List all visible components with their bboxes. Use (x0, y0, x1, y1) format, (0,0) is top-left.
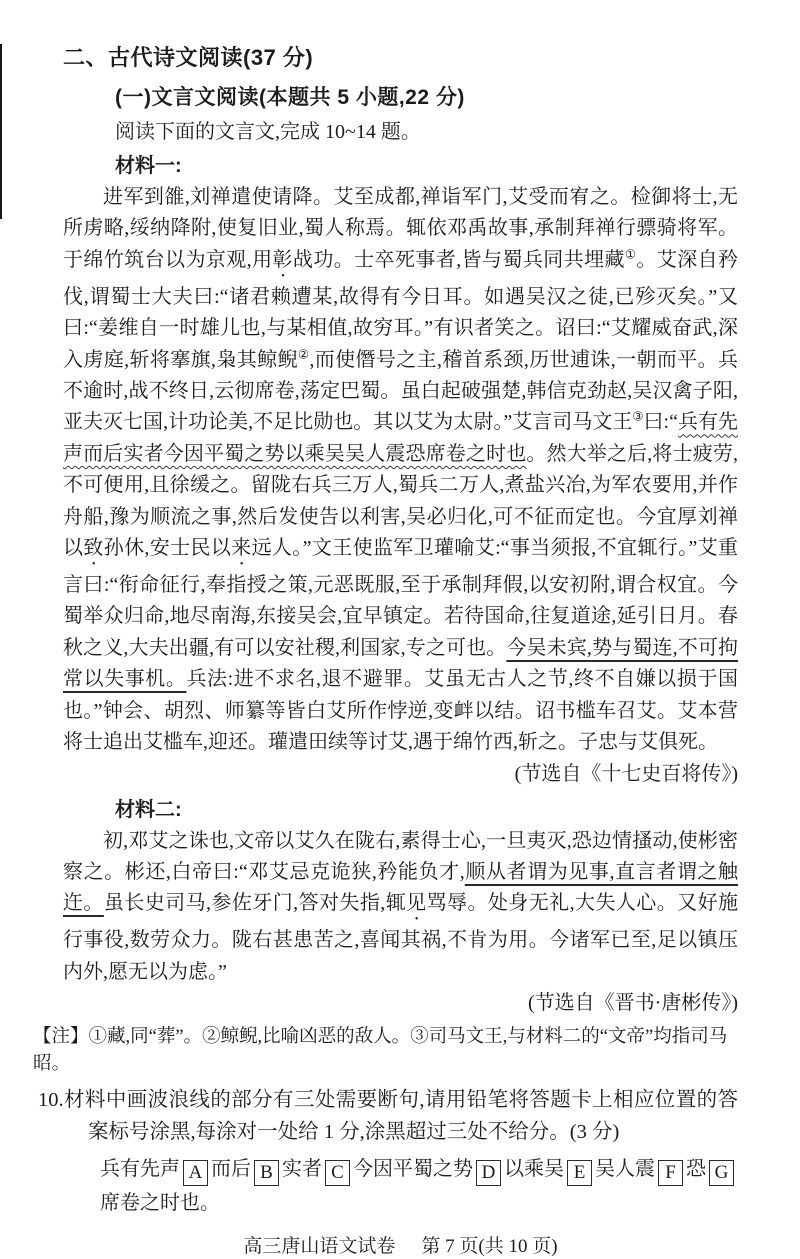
segment-plain: 初,邓艾之诛也,文帝以艾久在陇右,素得士心,一旦夷灭,恐边情搔动,使彬密察之。彬还,白帝曰:“邓艾忌克诡狭,矜能负才, (63, 829, 738, 883)
exam-paper-page (0, 44, 800, 1258)
segment-plain: 虽长史司马,参佐牙门,答对失指,辄 (103, 892, 407, 915)
segment-plain: 以乘吴 (504, 1158, 564, 1181)
wavy-underlined-passage: 兵有先声而后实者今因平蜀之势以乘吴吴人震恐席卷之时也 (63, 411, 738, 465)
answer-box-b: B (254, 1160, 279, 1186)
footnote-ref-2: ② (297, 346, 310, 361)
answer-box-c: C (325, 1160, 350, 1186)
answer-box-f: F (658, 1160, 683, 1186)
question-10-text: 10.材料中画波浪线的部分有三处需要断句,请用铅笔将答题卡上相应位置的答案标号涂黑,每涂对一处给 1 分,涂黑超过三处不给分。(3 分) (38, 1089, 738, 1143)
segment-plain: 战功。士卒死事者,皆与蜀兵同共埋藏 (292, 248, 625, 271)
reading-instruction: 阅读下面的文言文,完成 10~14 题。 (115, 121, 421, 143)
material-1-label: 材料一: (115, 155, 182, 177)
footnote-ref-3: ③ (632, 409, 644, 424)
answer-box-e: E (567, 1160, 592, 1186)
answer-box-a: A (183, 1160, 208, 1186)
material-2-attribution: (节选自《晋书·唐彬传》) (528, 992, 738, 1015)
material-2-label: 材料二: (115, 798, 182, 821)
material-2-text (63, 826, 738, 989)
footer-exam-title: 高三唐山语文试卷 (243, 1236, 396, 1258)
material-1-text (63, 182, 738, 759)
segment-plain: 兵有先声 (100, 1158, 180, 1181)
emphasized-char-jian: 见 (406, 892, 427, 915)
section-title: 二、古代诗文阅读(37 分) (63, 45, 314, 70)
segment-plain: 孙休,安士民以 (103, 537, 232, 560)
segment-plain: 远人。”文王使监军卫瓘喻艾:“事当须报,不宜辄行。”艾重言曰:“衔命征行,奉指授之策,元恶既服,至于承制拜假,以安初附,谓合权宜。今蜀举众归命,地尽南海,东接吴会,宜早镇定。若待国命,往复道途,延引日月。春秋之义,大夫出疆,有可以安社稷,利国家,专之可也。 (63, 537, 739, 659)
emphasized-char-lai: 来 (231, 537, 252, 560)
page-footer (63, 1234, 738, 1259)
subsection-title: (一)文言文阅读(本题共 5 小题,22 分) (115, 86, 465, 109)
segment-plain: 吴人震 (595, 1158, 655, 1181)
segment-plain: 兵法:进不求名,退不避罪。艾虽无古人之节,终不自嫌以损于国也。”钟会、胡烈、师纂等皆白艾所作悖逆,变衅以结。诏书槛车召艾。艾本营将士追出艾槛车,迎还。瓘遣田续等讨艾,遇于绵竹西,斩之。子忠与艾俱死。 (63, 668, 739, 754)
scan-artifact-left-edge (0, 44, 2, 219)
answer-box-g: G (709, 1160, 734, 1186)
segment-plain: 。然大举之后,将士疲劳,不可便用,且徐缓之。留陇右兵三万人,蜀兵二万人,煮盐兴冶,为军农要用,并作舟船,豫为顺流之事,然后发使告以利害,吴必归化,可不征而定也。今宜厚刘禅以 (63, 442, 739, 560)
segment-plain: 恐 (686, 1158, 706, 1181)
footnotes: 【注】①藏,同“葬”。②鲸鲵,比喻凶恶的敌人。③司马文王,与材料二的“文帝”均指司马昭。 (33, 1027, 728, 1075)
emphasized-char-zhang: 彰 (272, 248, 293, 271)
segment-plain: 实者 (282, 1158, 322, 1181)
question-10-sentence (100, 1152, 738, 1220)
solid-underlined-passage-1: 今吴未宾,势与蜀连,不可拘常以失事机。 (63, 636, 739, 691)
segment-plain: 。艾深自矜伐,谓蜀士大夫曰:“诸君赖遭某,故得有今日耳。如遇吴汉之徒,已殄灭矣。”又曰:“姜维自一时雄儿也,与某相值,故穷耳。”有识者笑之。诏曰:“艾耀威奋武,深入虏庭,斩将搴旗,枭其鲸鲵 (63, 248, 739, 371)
footer-page-info: 第 7 页(共 10 页) (421, 1236, 558, 1258)
segment-plain: 进军到雒,刘禅遣使请降。艾至成都,禅诣军门,艾受而宥之。检御将士,无所虏略,绥纳降附,使复旧业,蜀人称焉。辄依邓禹故事,承制拜禅行骠骑将军。于绵竹筑台以为京观,用 (63, 186, 738, 271)
segment-plain: 骂辱。处身无礼,大失人心。又好施行事役,数劳众力。陇右甚患苦之,喜闻其祸,不肯为用。今诸军已至,足以镇压内外,愿无以为虑。” (63, 892, 739, 983)
material-1-attribution: (节选自《十七史百将传》) (514, 762, 738, 785)
segment-plain: 今因平蜀之势 (353, 1158, 473, 1181)
segment-plain: 席卷之时也。 (100, 1192, 220, 1215)
answer-box-d: D (476, 1160, 501, 1186)
emphasized-char-zhi: 致 (83, 537, 104, 560)
footnote-ref-1: ① (624, 247, 637, 262)
segment-plain: 而后 (211, 1158, 251, 1181)
segment-plain: ,而使僭号之主,稽首系颈,历世逋诛,一朝而平。兵不逾时,战不终日,云彻席卷,荡定巴蜀。虽白起破强楚,韩信克劲赵,吴汉禽子阳,亚夫灭七国,计功论美,不足比勋也。其以艾为太尉。”艾言司马文王 (63, 348, 739, 434)
solid-underlined-passage-2: 顺从者谓为见事,直言者谓之触迕。 (63, 860, 739, 915)
segment-plain: 曰:“ (643, 411, 678, 434)
